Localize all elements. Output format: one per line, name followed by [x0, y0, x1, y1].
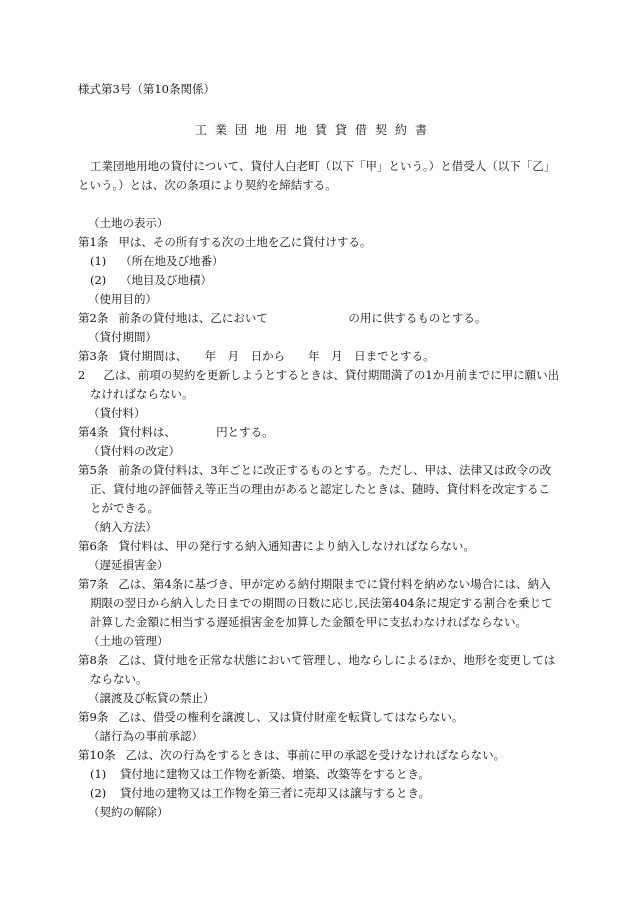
article-text: 乙は、次の行為をするときは、事前に甲の承認を受けなければならない。 [125, 748, 506, 762]
article-caption: （貸付期間） [88, 330, 157, 344]
articles [78, 214, 560, 822]
article-text: 貸付料は、 円とする。 [118, 425, 274, 439]
item-number: (2) [90, 273, 107, 287]
item-text: （所在地及び地番） [120, 254, 224, 268]
paragraph-text: 乙は、前項の契約を更新しようとするときは、貸付期間満了の1か月前までに甲に願い出なければならない。 [90, 368, 560, 401]
article-caption: （貸付料） [88, 406, 146, 420]
article-3 [78, 347, 560, 366]
article-10 [78, 746, 560, 765]
article-7 [78, 575, 560, 632]
article-text: 前条の貸付地は、乙において の用に供するものとする。 [118, 311, 487, 325]
article-text: 前条の貸付料は、3年ごとに改正するものとする。ただし、甲は、法律又は政令の改正、貸付地の評価替え等正当の理由があると認定したときは、随時、貸付料を改定することができる。 [90, 463, 552, 515]
item-text: 貸付地の建物又は工作物を第三者に売却又は譲与するとき。 [120, 786, 431, 800]
article-1 [78, 233, 560, 252]
article-number: 第2条 [78, 311, 109, 325]
article-number: 第3条 [78, 349, 109, 363]
article-number: 第1条 [78, 235, 109, 249]
article-number: 第5条 [78, 463, 109, 477]
item-number: (2) [90, 786, 107, 800]
list-item [78, 271, 560, 290]
article-text: 甲は、その所有する次の土地を乙に貸付けする。 [118, 235, 372, 249]
article-caption: （譲渡及び転貸の禁止） [88, 691, 215, 705]
list-item [78, 252, 560, 271]
article-text: 乙は、貸付地を正常な状態において管理し、地ならしによるほか、地形を変更してはならない。 [90, 653, 556, 686]
article-text: 乙は、借受の権利を譲渡し、又は貸付財産を転貸してはならない。 [118, 710, 464, 724]
item-number: (1) [90, 767, 107, 781]
preamble [78, 157, 558, 195]
document-title: 工業団地用地賃貸借契約書 [194, 123, 435, 137]
article-caption: （諸行為の事前承認） [88, 729, 203, 743]
list-item [78, 784, 560, 803]
article-text: 貸付期間は、 年 月 日から 年 月 日までとする。 [118, 349, 435, 363]
article-6 [78, 537, 560, 556]
article-number: 第8条 [78, 653, 109, 667]
article-text: 貸付料は、甲の発行する納入通知書により納入しなければならない。 [118, 539, 475, 553]
article-5 [78, 461, 560, 518]
article-caption: （契約の解除） [88, 805, 169, 819]
article-caption: （貸付料の改定） [88, 444, 180, 458]
article-caption: （使用目的） [88, 292, 157, 306]
article-2 [78, 309, 560, 328]
article-8 [78, 651, 560, 689]
article-9 [78, 708, 560, 727]
article-caption: （土地の表示） [88, 216, 169, 230]
preamble-text: 工業団地用地の貸付について、貸付人白老町（以下「甲」という。）と借受人（以下「乙」という。）とは、次の条項により契約を締結する。 [78, 159, 556, 192]
article-caption: （土地の管理） [88, 634, 169, 648]
article-number: 第10条 [78, 748, 116, 762]
article-number: 第4条 [78, 425, 109, 439]
paragraph-number: 2 [78, 368, 86, 382]
article-caption: （納入方法） [88, 520, 157, 534]
article-3-paragraph-2 [78, 366, 560, 404]
list-item [78, 765, 560, 784]
article-caption: （遅延損害金） [88, 558, 169, 572]
article-number: 第9条 [78, 710, 109, 724]
article-number: 第7条 [78, 577, 109, 591]
article-4 [78, 423, 560, 442]
item-number: (1) [90, 254, 107, 268]
form-number: 様式第3号（第10条関係） [78, 82, 215, 96]
article-number: 第6条 [78, 539, 109, 553]
item-text: 貸付地に建物又は工作物を新築、増築、改築等をするとき。 [120, 767, 431, 781]
article-text: 乙は、第4条に基づき、甲が定める納付期限までに貸付料を納めない場合には、納入期限の翌日から納入した日までの期間の日数に応じ,民法第404条に規定する割合を乗じて計算した金額に相当する遅延損害金を加算した金額を甲に支払わなければならない。 [90, 577, 553, 629]
item-text: （地目及び地積） [120, 273, 212, 287]
